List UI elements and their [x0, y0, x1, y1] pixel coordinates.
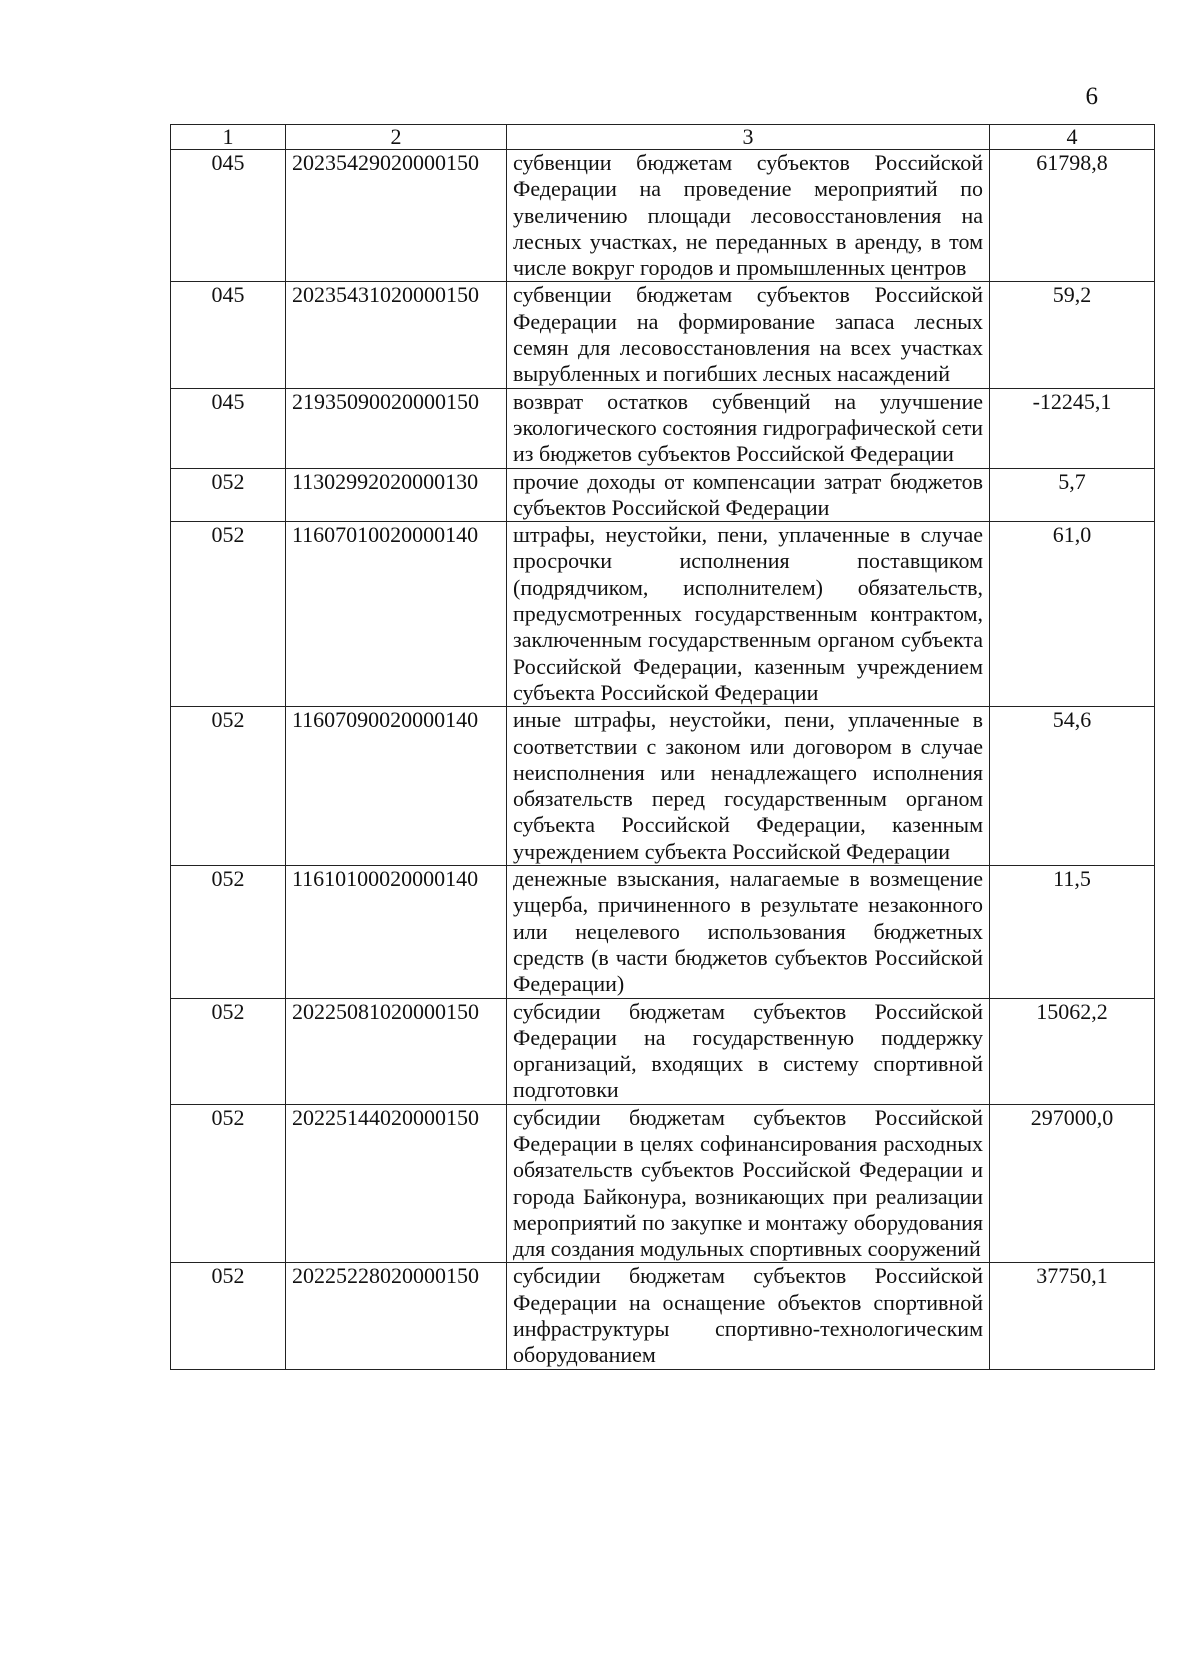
admin-code-cell: 052 — [171, 866, 286, 998]
table-row — [171, 522, 1155, 707]
description-cell: возврат остатков субвенций на улучшение экологического состояния гидрографической сети из бюджетов субъектов Российской Федерации — [507, 388, 990, 468]
admin-code-cell: 045 — [171, 282, 286, 388]
admin-code-cell: 052 — [171, 1104, 286, 1263]
admin-code-cell: 052 — [171, 522, 286, 707]
table-row — [171, 866, 1155, 998]
classification-code-cell: 20235431020000150 — [286, 282, 507, 388]
amount-cell: 15062,2 — [990, 998, 1155, 1104]
header-row — [171, 125, 1155, 150]
admin-code-cell: 052 — [171, 468, 286, 522]
amount-cell: -12245,1 — [990, 388, 1155, 468]
amount-cell: 37750,1 — [990, 1263, 1155, 1369]
amount-cell: 54,6 — [990, 707, 1155, 866]
description-cell: субвенции бюджетам субъектов Российской Федерации на формирование запаса лесных семян для лесовосстановления на всех участках вырубленных и погибших лесных насаждений — [507, 282, 990, 388]
description-cell: денежные взыскания, налагаемые в возмещение ущерба, причиненного в результате незаконного или нецелевого использования бюджетных средств (в части бюджетов субъектов Российской Федерации) — [507, 866, 990, 998]
description-cell: прочие доходы от компенсации затрат бюджетов субъектов Российской Федерации — [507, 468, 990, 522]
description-cell: субсидии бюджетам субъектов Российской Федерации на государственную поддержку организаций, входящих в систему спортивной подготовки — [507, 998, 990, 1104]
amount-cell: 61,0 — [990, 522, 1155, 707]
description-cell: иные штрафы, неустойки, пени, уплаченные в соответствии с законом или договором в случае неисполнения или ненадлежащего исполнения обязательств перед государственным органом субъекта Российской Федерации, казенным учреждением субъекта Российской Федерации — [507, 707, 990, 866]
classification-code-cell: 11607010020000140 — [286, 522, 507, 707]
classification-code-cell: 20225081020000150 — [286, 998, 507, 1104]
table-row — [171, 388, 1155, 468]
admin-code-cell: 045 — [171, 150, 286, 282]
classification-code-cell: 11302992020000130 — [286, 468, 507, 522]
admin-code-cell: 045 — [171, 388, 286, 468]
header-col-2: 2 — [286, 125, 507, 150]
classification-code-cell: 11610100020000140 — [286, 866, 507, 998]
table-row — [171, 1263, 1155, 1369]
classification-code-cell: 21935090020000150 — [286, 388, 507, 468]
page-number: 6 — [1085, 83, 1098, 110]
amount-cell: 11,5 — [990, 866, 1155, 998]
header-col-1: 1 — [171, 125, 286, 150]
classification-code-cell: 20225228020000150 — [286, 1263, 507, 1369]
amount-cell: 59,2 — [990, 282, 1155, 388]
description-cell: субвенции бюджетам субъектов Российской Федерации на проведение мероприятий по увеличению площади лесовосстановления на лесных участках, не переданных в аренду, в том числе вокруг городов и промышленных центров — [507, 150, 990, 282]
description-cell: субсидии бюджетам субъектов Российской Федерации на оснащение объектов спортивной инфраструктуры спортивно-технологическим оборудованием — [507, 1263, 990, 1369]
table-row — [171, 1104, 1155, 1263]
header-col-3: 3 — [507, 125, 990, 150]
description-cell: штрафы, неустойки, пени, уплаченные в случае просрочки исполнения поставщиком (подрядчиком, исполнителем) обязательств, предусмотренных государственным контрактом, заключенным государственным органом субъекта Российской Федерации, казенным учреждением субъекта Российской Федерации — [507, 522, 990, 707]
budget-table — [170, 124, 1155, 1370]
header-col-4: 4 — [990, 125, 1155, 150]
description-cell: субсидии бюджетам субъектов Российской Федерации в целях софинансирования расходных обязательств субъектов Российской Федерации и города Байконура, возникающих при реализации мероприятий по закупке и монтажу оборудования для создания модульных спортивных сооружений — [507, 1104, 990, 1263]
admin-code-cell: 052 — [171, 1263, 286, 1369]
table-row — [171, 707, 1155, 866]
amount-cell: 61798,8 — [990, 150, 1155, 282]
classification-code-cell: 11607090020000140 — [286, 707, 507, 866]
amount-cell: 5,7 — [990, 468, 1155, 522]
table-row — [171, 468, 1155, 522]
table-row — [171, 282, 1155, 388]
amount-cell: 297000,0 — [990, 1104, 1155, 1263]
admin-code-cell: 052 — [171, 707, 286, 866]
classification-code-cell: 20225144020000150 — [286, 1104, 507, 1263]
table-row — [171, 998, 1155, 1104]
table-row — [171, 150, 1155, 282]
admin-code-cell: 052 — [171, 998, 286, 1104]
classification-code-cell: 20235429020000150 — [286, 150, 507, 282]
